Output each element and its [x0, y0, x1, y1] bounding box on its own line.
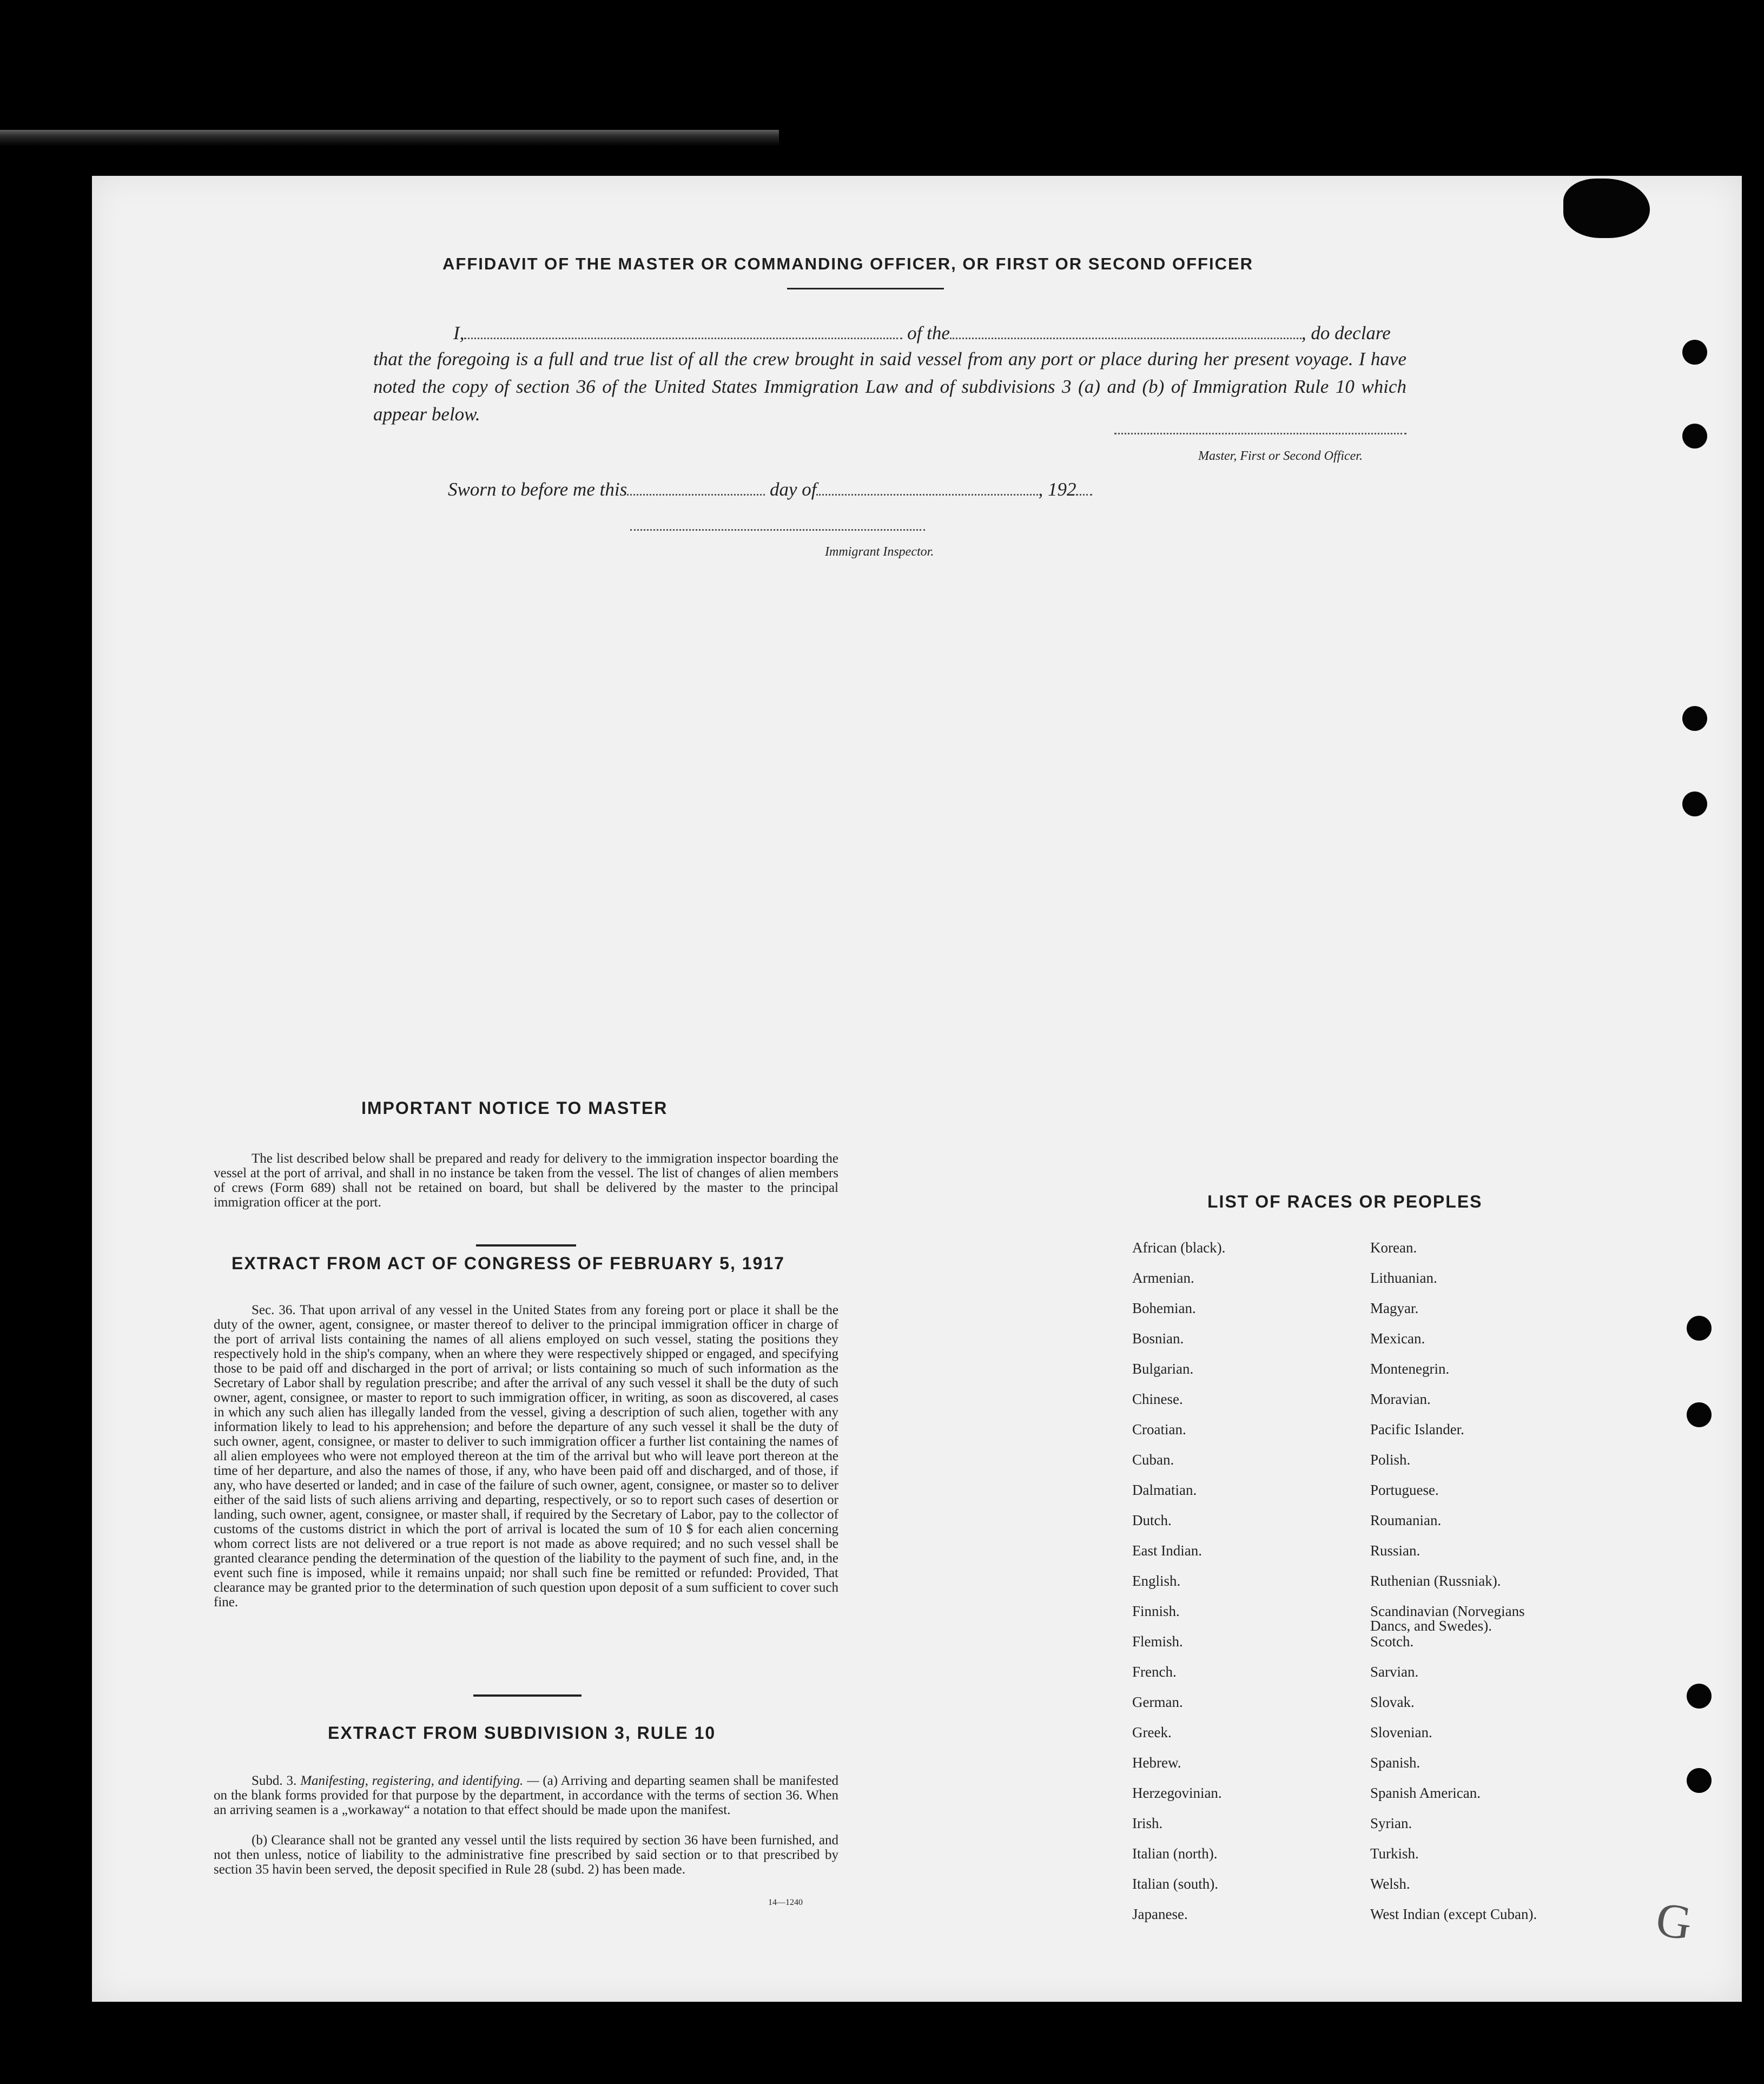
race-item: Dalmatian.	[1132, 1482, 1197, 1498]
races-title: LIST OF RACES OR PEOPLES	[1207, 1192, 1483, 1211]
sec-label: Sec. 36.	[252, 1303, 296, 1317]
race-item: Armenian.	[1132, 1270, 1194, 1286]
race-item: Bosnian.	[1132, 1330, 1184, 1347]
race-item: Scotch.	[1370, 1633, 1414, 1650]
year-prefix: , 192	[1038, 479, 1076, 500]
signature-blank[interactable]	[1114, 433, 1406, 434]
notice-title: IMPORTANT NOTICE TO MASTER	[361, 1098, 668, 1118]
race-item: Dutch.	[1132, 1512, 1172, 1528]
act-text-block	[214, 1303, 838, 1610]
rule-text-a: (a) Arriving and departing seamen shall be manifested on the blank forms provided for that purpose by the department, in accordance with the terms of section 36. When an arriving seamen is a „workaway“ a notation to that effect should be made upon the manifest.	[214, 1773, 839, 1817]
ink-blot	[1563, 179, 1650, 238]
rule-text-a-block	[214, 1773, 838, 1817]
section-rule	[476, 1244, 576, 1247]
race-item: African (black).	[1132, 1239, 1226, 1256]
affidavit-body: that the foregoing is a full and true list of all the crew brought in said vessel from any port or place during her present voyage. I have noted the copy of section 36 of the United States Immigration Law and of subdivisions 3 (a) and (b) of Immigration Rule 10 which appear below.	[373, 348, 1406, 425]
punch-hole	[1687, 1768, 1712, 1793]
inspector-signature-blank[interactable]	[630, 529, 925, 531]
race-item: Slovak.	[1370, 1694, 1415, 1710]
race-item: Magyar.	[1370, 1300, 1419, 1316]
line1-declare: , do declare	[1301, 322, 1391, 344]
year-blank[interactable]	[1076, 494, 1092, 496]
race-item: Moravian.	[1370, 1391, 1431, 1407]
race-item: Croatian.	[1132, 1421, 1186, 1437]
race-item: Ruthenian (Russniak).	[1370, 1573, 1501, 1589]
race-item: Roumanian.	[1370, 1512, 1442, 1528]
day-of: day of	[769, 479, 817, 500]
race-item: Welsh.	[1370, 1876, 1410, 1892]
race-item: Chinese.	[1132, 1391, 1183, 1407]
race-item: Greek.	[1132, 1724, 1172, 1740]
line1-of-the: of the	[907, 322, 950, 344]
race-item: French.	[1132, 1664, 1177, 1680]
race-item: Lithuanian.	[1370, 1270, 1437, 1286]
section-rule	[473, 1694, 582, 1697]
race-item: Bohemian.	[1132, 1300, 1196, 1316]
race-item: Polish.	[1370, 1452, 1411, 1468]
punch-hole	[1682, 792, 1707, 816]
race-item: East Indian.	[1132, 1542, 1202, 1559]
race-item: Herzegovinian.	[1132, 1785, 1222, 1801]
form-number: 14—1240	[768, 1898, 803, 1907]
race-item: Montenegrin.	[1370, 1361, 1450, 1377]
sworn-prefix: Sworn to before me this	[448, 479, 627, 500]
sworn-line	[448, 479, 1092, 500]
race-item: Slovenian.	[1370, 1724, 1432, 1740]
race-item: Sarvian.	[1370, 1664, 1419, 1680]
punch-hole	[1682, 340, 1707, 365]
race-item: Syrian.	[1370, 1815, 1412, 1831]
punch-hole	[1687, 1316, 1712, 1341]
line1-i: I,	[453, 322, 465, 344]
title-rule	[787, 288, 944, 289]
race-item: Irish.	[1132, 1815, 1163, 1831]
rule-text-b: (b) Clearance shall not be granted any vessel until the lists required by section 36 have been furnished, and not then unless, notice of liability to the administrative fine prescribed by said section or to that prescribed by section 35 havin been served, the deposit specified in Rule 28 (subd. 2) has been made.	[214, 1833, 838, 1877]
race-item: Japanese.	[1132, 1906, 1188, 1922]
race-item: Spanish.	[1370, 1755, 1421, 1771]
race-item: Korean.	[1370, 1239, 1417, 1256]
punch-hole	[1687, 1684, 1712, 1709]
notice-text: The list described below shall be prepared and ready for delivery to the immigration inspector boarding the vessel at the port of arrival, and shall in no instance be taken from the vessel. The list of changes of alien members of crews (Form 689) shall not be retained on board, but shall be delivered by the master to the principal immigration officer at the port.	[214, 1151, 838, 1210]
race-item: Bulgarian.	[1132, 1361, 1194, 1377]
race-item: Pacific Islander.	[1370, 1421, 1464, 1437]
race-item: German.	[1132, 1694, 1183, 1710]
race-item: English.	[1132, 1573, 1181, 1589]
race-item: Hebrew.	[1132, 1755, 1181, 1771]
race-item: Finnish.	[1132, 1603, 1180, 1619]
page-mark: G	[1653, 1892, 1695, 1951]
act-title: EXTRACT FROM ACT OF CONGRESS OF FEBRUARY 5, 1917	[232, 1254, 785, 1273]
race-item: Mexican.	[1370, 1330, 1425, 1347]
race-item: Italian (north).	[1132, 1845, 1218, 1862]
race-item: West Indian (except Cuban).	[1370, 1906, 1537, 1922]
month-blank[interactable]	[816, 494, 1038, 496]
day-blank[interactable]	[627, 494, 765, 496]
race-item: Spanish American.	[1370, 1785, 1481, 1801]
race-item: Cuban.	[1132, 1452, 1174, 1468]
subd-label: Subd. 3.	[252, 1773, 297, 1788]
race-item: Russian.	[1370, 1542, 1421, 1559]
subd-heading: Manifesting, registering, and identifying. —	[300, 1773, 539, 1788]
punch-hole	[1682, 424, 1707, 449]
act-text: That upon arrival of any vessel in the United States from any foreing port or place it shall be the duty of the owner, agent, consignee, or master thereof to deliver to the principal immigration officer in charge of the port of arrival lists containing the names of all aliens employed on such vessel, stating the positions they respectively hold in the ship's company, when an where they were respectively shipped or engaged, and specifying those to be paid off and discharged in the port of arrival; or lists containing so much of such information as the Secretary of Labor shall by regulation prescribe; and after the arrival of any such vessel it shall be the duty of such owner, agent, consignee, or master to report to such immigration officer, in writing, as soon as discovered, al cases in which any such alien has illegally landed from the vessel, giving a description of such alien, together with any information likely to lead to his apprehension; and before the departure of any such vessel it shall be the duty of such owner, agent, consignee, or master to deliver to such immigration officer a further list containing the names of all alien employees who were not employed thereon at the tim of the arrival but who will leave port thereon at the time of her departure, and also the names of those, if any, who have been paid off and discharged, and of those, if any, who have deserted or landed; and in case of the failure of such owner, agent, consignee, or master so to deliver either of the said lists of such aliens arriving and departing, respectively, or so to report such cases of desertion or landing, such owner, agent, consignee, or master shall, if required by the Secretary of Labor, pay to the collector of customs of the customs district in which the port of arrival is located the sum of 10 $ for each alien concerning whom correct lists are not delivered or a true report is not made as above required; and no such vessel shall be granted clearance pending the determination of the question of the liability to the payment of such fine, and, in the event such fine is imposed, while it remains unpaid; nor shall such fine be remitted or refunded: Provided, That clearance may be granted prior to the determination of such question upon deposit of a sum sufficient to cover such fine.	[214, 1303, 838, 1610]
punch-hole	[1682, 706, 1707, 731]
vessel-blank[interactable]	[950, 338, 1301, 339]
race-item: Scandinavian (Norvegians Dancs, and Swedes).	[1370, 1603, 1525, 1634]
race-item: Flemish.	[1132, 1633, 1183, 1650]
race-item: Italian (south).	[1132, 1876, 1218, 1892]
race-item: Turkish.	[1370, 1845, 1419, 1862]
master-label: Master, First or Second Officer.	[1198, 449, 1363, 463]
name-blank[interactable]	[464, 338, 902, 339]
punch-hole	[1687, 1402, 1712, 1427]
race-item: Portuguese.	[1370, 1482, 1439, 1498]
scan-edge	[0, 130, 779, 146]
affidavit-line-1	[453, 322, 1391, 344]
inspector-label: Immigrant Inspector.	[825, 545, 934, 559]
rule-title: EXTRACT FROM SUBDIVISION 3, RULE 10	[328, 1723, 716, 1743]
affidavit-title: AFFIDAVIT OF THE MASTER OR COMMANDING OFFICER, OR FIRST OR SECOND OFFICER	[442, 254, 1254, 273]
